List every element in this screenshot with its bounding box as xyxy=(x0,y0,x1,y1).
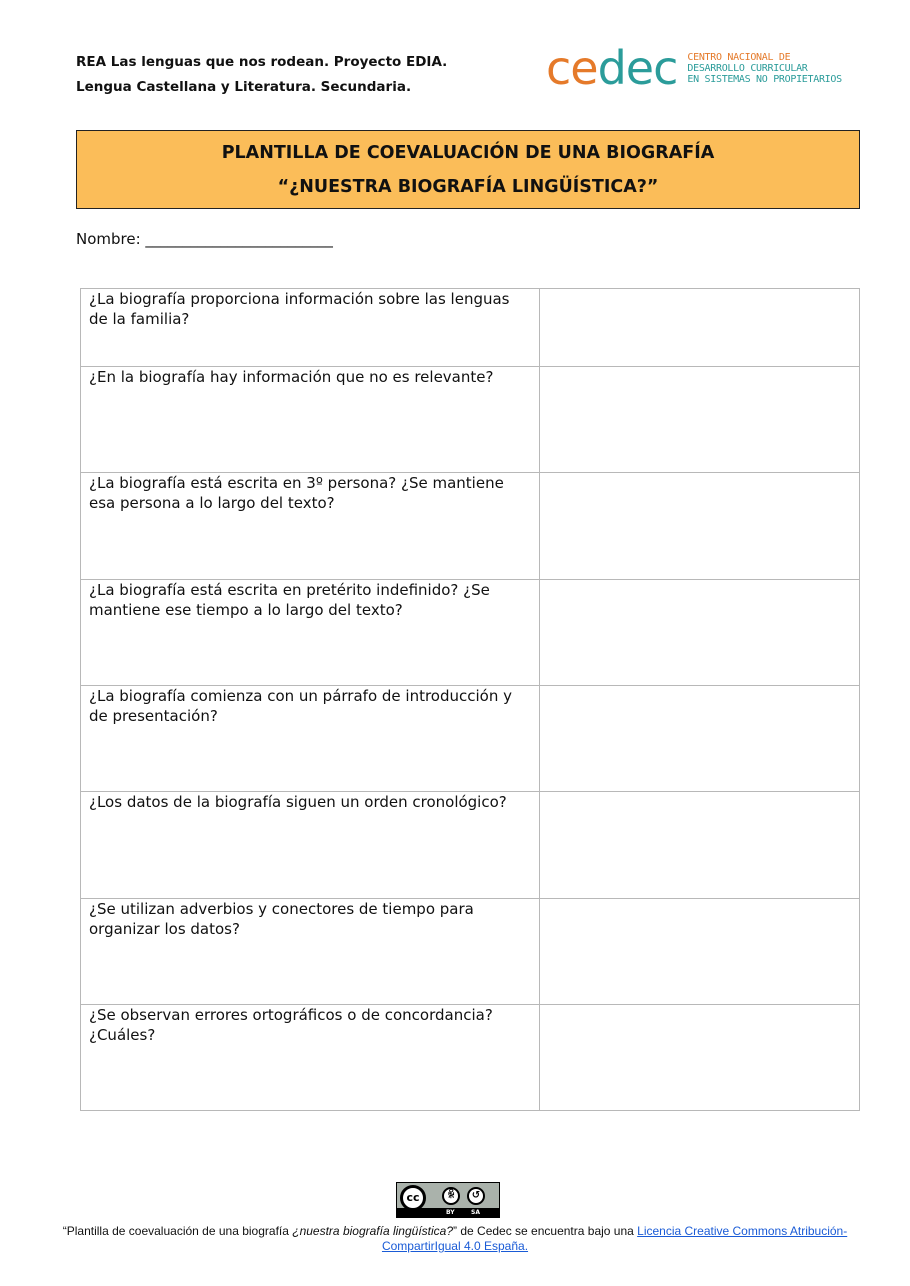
by-person-icon: ꆜ xyxy=(442,1187,460,1205)
name-blank[interactable]: _________________________ xyxy=(145,230,333,248)
answer-cell[interactable] xyxy=(540,792,860,899)
question-cell: ¿La biografía proporciona información sobre las lenguas de la familia? xyxy=(81,289,540,367)
evaluation-table xyxy=(80,288,860,1111)
table-row xyxy=(81,792,860,899)
answer-cell[interactable] xyxy=(540,289,860,367)
name-field xyxy=(76,230,333,248)
cc-license-badge[interactable] xyxy=(396,1182,500,1218)
table-row xyxy=(81,367,860,473)
question-cell: ¿La biografía está escrita en pretérito indefinido? ¿Se mantiene ese tiempo a lo largo del texto? xyxy=(81,580,540,686)
cedec-logo-subtitle: CENTRO NACIONAL DE DESARROLLO CURRICULAR EN SISTEMAS NO PROPIETARIOS xyxy=(687,51,842,85)
page-subtitle: “¿NUESTRA BIOGRAFÍA LINGÜÍSTICA?” xyxy=(277,177,659,197)
sa-share-alike-icon: ↺ xyxy=(467,1187,485,1205)
table-row xyxy=(81,1005,860,1111)
table-row xyxy=(81,289,860,367)
cedec-logo xyxy=(546,42,842,94)
license-footer: “Plantilla de coevaluación de una biografía ¿nuestra biografía lingüística?” de Cedec se encuentra bajo una Licencia Creative Commons Atribución-CompartirIgual 4.0 España. xyxy=(62,1224,848,1253)
answer-cell[interactable] xyxy=(540,367,860,473)
answer-cell[interactable] xyxy=(540,899,860,1005)
answer-cell[interactable] xyxy=(540,686,860,792)
answer-cell[interactable] xyxy=(540,473,860,580)
answer-cell[interactable] xyxy=(540,580,860,686)
document-header xyxy=(76,50,447,100)
table-row xyxy=(81,899,860,1005)
cedec-logo-word: cedec xyxy=(546,41,678,95)
table-row xyxy=(81,580,860,686)
question-cell: ¿La biografía está escrita en 3º persona? ¿Se mantiene esa persona a lo largo del texto? xyxy=(81,473,540,580)
table-row xyxy=(81,686,860,792)
name-label: Nombre: xyxy=(76,230,146,248)
license-link[interactable]: Licencia Creative Commons Atribución-CompartirIgual 4.0 España. xyxy=(381,1224,848,1253)
title-banner xyxy=(76,130,860,209)
answer-cell[interactable] xyxy=(540,1005,860,1111)
question-cell: ¿Los datos de la biografía siguen un orden cronológico? xyxy=(81,792,540,899)
by-label: BY xyxy=(446,1209,455,1216)
cc-icon: cc xyxy=(400,1185,426,1211)
sa-label: SA xyxy=(471,1209,480,1216)
page-title: PLANTILLA DE COEVALUACIÓN DE UNA BIOGRAFÍA xyxy=(221,143,715,163)
header-project-line: REA Las lenguas que nos rodean. Proyecto EDIA. xyxy=(76,54,448,70)
question-cell: ¿La biografía comienza con un párrafo de introducción y de presentación? xyxy=(81,686,540,792)
table-row xyxy=(81,473,860,580)
question-cell: ¿Se observan errores ortográficos o de concordancia? ¿Cuáles? xyxy=(81,1005,540,1111)
question-cell: ¿En la biografía hay información que no es relevante? xyxy=(81,367,540,473)
question-cell: ¿Se utilizan adverbios y conectores de tiempo para organizar los datos? xyxy=(81,899,540,1005)
header-subject-line: Lengua Castellana y Literatura. Secundaria. xyxy=(76,79,412,95)
